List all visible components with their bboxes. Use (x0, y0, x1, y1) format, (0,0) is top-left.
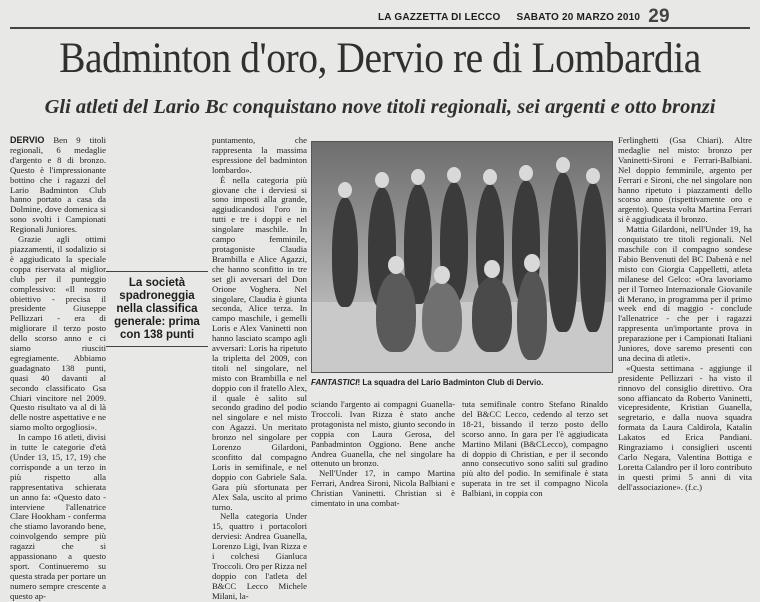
publication-name: LA GAZZETTA DI LECCO (378, 11, 501, 23)
caption-text: ! La squadra del Lario Badminton Club di Dervio. (357, 378, 544, 387)
article-column-3 (311, 400, 455, 524)
column-1-paragraph: DERVIO Ben 9 titoli regionali, 6 medaglie d'argento e 8 di bronzo. Questo è l'impressionante bottino che i ragazzi del Lario Badminton Club hanno portato a casa da Dolmine, dove domenica si sono svolti i Campionati Regionali Juniores. (10, 135, 106, 235)
photo-figure-head (375, 172, 389, 188)
photo-figure-head (586, 168, 600, 184)
photo-figure (517, 270, 547, 360)
photo-figure-head (447, 167, 461, 183)
photo-figure (376, 272, 416, 352)
subheadline: Gli atleti del Lario Bc conquistano nove titoli regionali, sei argenti e otto bronzi (44, 96, 716, 118)
photo-figure-head (484, 260, 500, 278)
dateline: DERVIO (10, 135, 45, 145)
photo-figure-head (388, 256, 404, 274)
photo-figure (332, 197, 358, 307)
article-column-2 (212, 135, 307, 601)
column-2-paragraph: puntamento, che rappresenta la massima espressione del badminton lombardo». (212, 135, 307, 175)
photo-figure-head (338, 182, 352, 198)
masthead-rule (10, 27, 750, 29)
column-3-paragraph: sciando l'argento ai compagni Guanella-Troccoli. Ivan Rizza è stato anche protagonista nel misto, giunto secondo in coppia con Laura Gerosa, del Panbadminton Oggiono. Bene anche Andrea Guanella, che nel singolare ha ottenuto un bronzo. (311, 399, 455, 469)
photo-figure (422, 282, 462, 352)
page-number: 29 (648, 6, 670, 27)
column-1-paragraph: Grazie agli ottimi piazzamenti, il sodalizio si è aggiudicato la speciale coppa riservata al miglior club per il punteggio complessivo: «Il nostro obiettivo - precisa il presidente Giuseppe Pellizzari - era di migliorare il terzo posto dello scorso anno e ci siamo riusciti egregiamente. Abbiamo guadagnato 138 punti, quasi 40 davanti al secondo classificato Gsa Chiari vincitore nel 2009. Questo risultato va al di là delle nostre aspettative e ne siamo molto orgogliosi». (10, 234, 107, 433)
column-4-paragraph: tuta semifinale contro Stefano Rinaldo del B&CC Lecco, cedendo al terzo set 18-21, bissando il terzo posto dello scorso anno. In gara per l'è aggiudicata Martino Milani (B&CLecco), compagno di doppio di Christian, e per il secondo anno consecutivo sono saliti sul gradino più alto del podio. In semifinale è stata superata in tre set il compagno Nicola Balbiani, in coppia con (462, 399, 608, 499)
team-photo (311, 141, 613, 373)
column-5-paragraph: Mattia Gilardoni, nell'Under 19, ha conquistato tre titoli regionali. Nel maschile con il compagno sondese Fabio Benvenuti del BC Dabenà e nel misto con Giorgia Cappelletti, atleta milanese del Gelco: «Ora lavoriamo per il Torneo Internazionale Giovanile di Merano, in programma per il primo week end di maggio - conclude l'allenatrice - che per i ragazzi rappresenta un'importante prova in preparazione per i Campionati Italiani Juniores, dove saremo presenti con una decina di atleti». (618, 224, 752, 363)
photo-figure-head (434, 266, 450, 284)
photo-figure (472, 277, 512, 352)
photo-figure-head (556, 157, 570, 173)
photo-figure (580, 182, 606, 332)
masthead (378, 6, 670, 28)
photo-figure-head (519, 165, 533, 181)
column-5-paragraph: «Questa settimana - aggiunge il presidente Pellizzari - ha visto il rinnovo del consiglio direttivo. Ora sono affiancato da Roberto Vaninetti, vicepresidente, Kristian Guanella, segretario, e dalla nuova squadra formata da Laura Caldirola, Katalin Lakatos ed Erica Pandiani. Ringraziamo i consiglieri uscenti Carlo Negara, Valentina Bottiga e Loretta Calandro per il loro contributo in questi primi 5 anni di vita dell'associazione». (f.c.) (618, 362, 752, 492)
photo-figure-head (411, 169, 425, 185)
column-2-paragraph: Nella categoria Under 15, quattro i portacolori derviesi: Andrea Guanella, Lorenzo Ligi, Ivan Rizza e i colchesi Gianluca Troccoli. Oro per Rizza nel doppio con l'atleta del B&CC Lecco Michele Milani, la- (212, 511, 307, 601)
column-5-paragraph: Ferlinghetti (Gsa Chiari). Altre medaglie nel misto: bronzo per Vaninetti-Sironi e Ferrari-Balbiani. Nel doppio femminile, argento per Ferrari e Sironi, che nel singolare non hanno ripetuto i piazzamenti dello scorso anno (rispettivamente oro e argento). Questa volta Martina Ferrari si è aggiudicata il bronzo. (618, 135, 752, 225)
column-2-paragraph: È nella categoria più giovane che i derviesi si sono imposti alla grande, aggiudicandosi l'oro in tutti e tre i doppi e nel singolare maschile. In campo femminile, protagoniste Claudia Brambilla e Alice Agazzi, che hanno sconfitto in tre set gli avversari del Don Orione Voghera. Nel singolare, Claudia è giunta seconda, Alice terza. In campo maschile, i gemelli Loris e Alex Vaninetti non hanno lasciato scampo agli avversari: Loris ha ripetuto la tripletta del 2009, con titoli nel singolare, nel misto con Brambilla e nel doppio con il fratello Alex, il quale è salito sul secondo gradino del podio nel singolare e nel misto con Agazzi. Un meritato bronzo nel singolare per Lorenzo Gilardoni, sconfitto dal compagno Loris in semifinale, e nel doppio con Gabriele Sala. Gara più sfortunata per Alex Sala, uscito al primo turno. (212, 174, 307, 512)
article-column-4 (462, 400, 608, 524)
article-column-1 (10, 135, 107, 601)
headline: Badminton d'oro, Dervio re di Lombardia (59, 35, 701, 82)
photo-figure-head (524, 254, 540, 272)
photo-figure (548, 172, 578, 332)
photo-figure-head (483, 169, 497, 185)
publication-date: SABATO 20 MARZO 2010 (516, 11, 641, 23)
article-column-5 (618, 136, 752, 524)
column-1-paragraph: In campo 16 atleti, divisi in tutte le categorie d'età (Under 13, 15, 17, 19) che corrisponde a un terzo in più rispetto alla rappresentativa schierata un anno fa: «Questo dato - interviene l'allenatrice Clare Hookham - conferma che stiamo lavorando bene, coinvolgendo sempre più ragazzi che si appassionano a questo sport. Continueremo su questa strada per portare un numero sempre crescente a questo ap- (10, 432, 107, 601)
column-3-paragraph: Nell'Under 17, in campo Martina Ferrari, Andrea Sironi, Nicola Balbiani e Christian Vaninetti. Christian si è cimentato in una combat- (311, 468, 455, 509)
photo-caption (311, 378, 611, 387)
pull-quote: La società spadroneggia nella classifica generale: prima con 138 punti (106, 271, 208, 347)
caption-lead: FANTASTICI (311, 378, 358, 387)
